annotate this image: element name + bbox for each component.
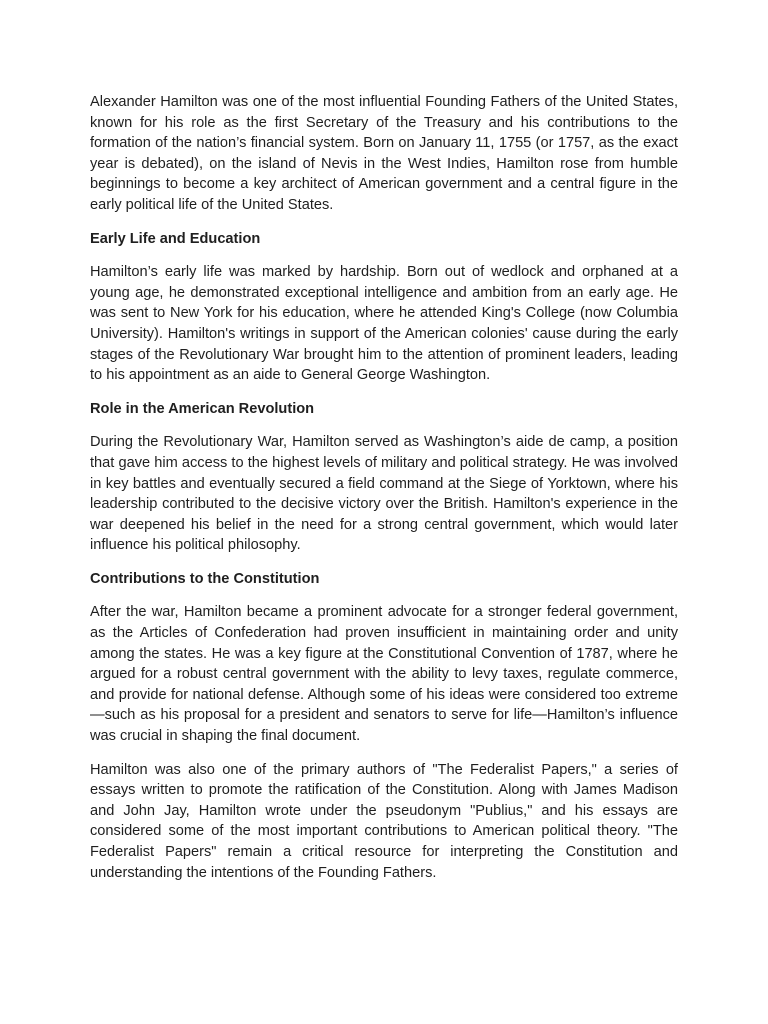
section-heading-early-life: Early Life and Education	[90, 230, 261, 247]
document-page	[90, 92, 678, 896]
revolution-paragraph: During the Revolutionary War, Hamilton served as Washington’s aide de camp, a position that gave him access to the highest levels of military and political strategy. He was involved in key battles and eventually secured a field command at the Siege of Yorktown, where his leadership contributed to the decisive victory over the British. Hamilton's experience in the war deepened his belief in the need for a strong central government, which would later influence his political philosophy.	[90, 434, 678, 554]
section-heading-constitution: Contributions to the Constitution	[90, 570, 320, 587]
early-life-paragraph: Hamilton’s early life was marked by hardship. Born out of wedlock and orphaned at a young age, he demonstrated exceptional intelligence and ambition from an early age. He was sent to New York for his education, where he attended King's College (now Columbia University). Hamilton's writings in support of the American colonies' cause during the early stages of the Revolutionary War brought him to the attention of prominent leaders, leading to his appointment as an aide to General George Washington.	[90, 264, 678, 384]
intro-paragraph: Alexander Hamilton was one of the most influential Founding Fathers of the United States, known for his role as the first Secretary of the Treasury and his contributions to the formation of the nation’s financial system. Born on January 11, 1755 (or 1757, as the exact year is debated), on the island of Nevis in the West Indies, Hamilton rose from humble beginnings to become a key architect of American government and a central figure in the early political life of the United States.	[90, 94, 678, 213]
section-heading-revolution: Role in the American Revolution	[90, 400, 315, 417]
constitution-paragraph-2: Hamilton was also one of the primary authors of "The Federalist Papers," a series of essays written to promote the ratification of the Constitution. Along with James Madison and John Jay, Hamilton wrote under the pseudonym "Publius," and his essays are considered some of the most important contributions to American political theory. "The Federalist Papers" remain a critical resource for interpreting the Constitution and understanding the intentions of the Founding Fathers.	[90, 761, 678, 881]
constitution-paragraph-1: After the war, Hamilton became a prominent advocate for a stronger federal government, as the Articles of Confederation had proven insufficient in maintaining order and unity among the states. He was a key figure at the Constitutional Convention of 1787, where he argued for a robust central government with the ability to levy taxes, regulate commerce, and provide for national defense. Although some of his ideas were considered too extreme—such as his proposal for a president and senators to serve for life—Hamilton’s influence was crucial in shaping the final document.	[90, 604, 678, 745]
